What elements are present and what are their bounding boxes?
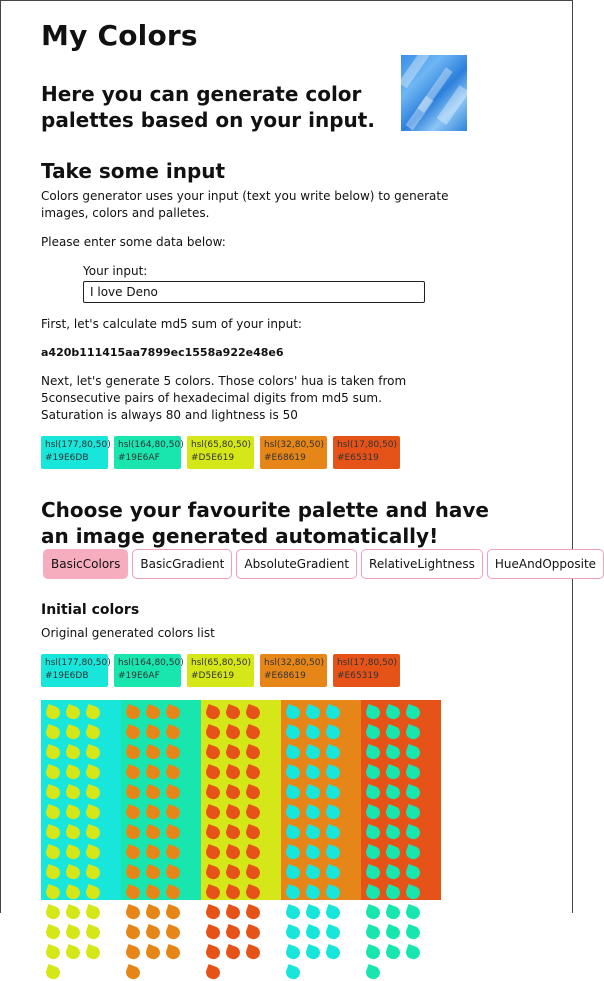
pattern-dot [144,724,162,741]
pattern-dot [124,784,142,801]
swatch-hex-label: #E65319 [337,453,379,463]
pattern-dot [244,804,262,821]
swatch-hsl-label: hsl(65,80,50) [191,440,251,450]
pattern-dot [224,924,242,941]
pattern-dot [164,944,182,961]
pattern-dot [44,804,62,821]
pattern-dot [244,924,262,941]
pattern-dot [404,904,422,921]
pattern-dot [84,904,102,921]
initial-color-swatch [187,654,254,687]
swatch-hsl-label: hsl(32,80,50) [264,440,324,450]
pattern-dot [304,704,322,721]
colors-intro: Next, let's generate 5 colors. Those colors' hua is taken from 5consecutive pairs of hexadecimal digits from md5 sum. Saturation is always 80 and lightness is 50 [41,374,407,422]
pattern-dot [364,804,382,821]
pattern-stripe [201,700,281,900]
pattern-dot [244,764,262,781]
pattern-dot [124,824,142,841]
pattern-dot [44,884,62,901]
tab-absolutegradient[interactable]: AbsoluteGradient [236,549,357,579]
swatch-hsl-label: hsl(177,80,50) [45,658,111,668]
pattern-dot [384,824,402,841]
pattern-dot [64,864,82,881]
pattern-dot [404,764,422,781]
pattern-dot [84,784,102,801]
pattern-dot [164,804,182,821]
pattern-dot [284,804,302,821]
pattern-dot [224,844,242,861]
swatch-hex-label: #19E6DB [45,453,89,463]
pattern-dot [44,924,62,941]
user-input-field[interactable] [83,281,425,303]
pattern-dot [144,804,162,821]
pattern-dot [64,704,82,721]
initial-color-swatch [114,654,184,687]
pattern-dot [64,924,82,941]
pattern-dot [84,804,102,821]
pattern-dot [404,744,422,761]
pattern-dot [244,884,262,901]
pattern-dot [144,944,162,961]
pattern-dot [204,744,222,761]
pattern-dot [304,744,322,761]
pattern-dot [284,724,302,741]
pattern-dot [404,824,422,841]
tab-hueandopposite[interactable]: HueAndOpposite [487,549,604,579]
pattern-dot [404,784,422,801]
pattern-dot [84,824,102,841]
pattern-dot [324,744,342,761]
pattern-dot [44,904,62,921]
pattern-dot [384,744,402,761]
pattern-dot [364,784,382,801]
pattern-dot [304,824,322,841]
pattern-dot [364,924,382,941]
pattern-dot [304,804,322,821]
pattern-dot [304,884,322,901]
pattern-dot [244,864,262,881]
pattern-stripe [121,700,201,900]
generated-color-swatch [333,436,400,469]
pattern-dot [364,844,382,861]
pattern-dot [204,964,222,981]
pattern-dot [164,844,182,861]
pattern-dot [144,864,162,881]
pattern-dot [404,704,422,721]
pattern-dot [84,844,102,861]
pattern-dot [244,784,262,801]
pattern-dot [284,844,302,861]
pattern-dot [384,864,402,881]
pattern-dot [284,884,302,901]
swatch-hsl-label: hsl(32,80,50) [264,658,324,668]
pattern-dot [404,864,422,881]
swatch-hsl-label: hsl(177,80,50) [45,440,111,450]
pattern-dot [404,924,422,941]
pattern-dot [364,964,382,981]
pattern-dot [144,784,162,801]
swatch-hsl-label: hsl(164,80,50) [118,658,184,668]
pattern-dot [404,724,422,741]
pattern-dot [204,884,222,901]
pattern-dot [384,724,402,741]
pattern-dot [164,704,182,721]
pattern-dot [324,944,342,961]
pattern-dot [124,764,142,781]
pattern-dot [324,924,342,941]
swatch-hex-label: #19E6AF [118,671,160,681]
pattern-dot [304,784,322,801]
pattern-dot [204,844,222,861]
pattern-dot [84,724,102,741]
pattern-dot [304,924,322,941]
pattern-dot [224,784,242,801]
palette-section-heading: Choose your favourite palette and have an image generated automatically! [41,498,489,548]
pattern-dot [384,764,402,781]
initial-color-swatch [41,654,111,687]
pattern-dot [144,844,162,861]
pattern-dot [204,724,222,741]
pattern-dot [224,824,242,841]
pattern-dot [224,744,242,761]
pattern-dot [284,704,302,721]
pattern-dot [64,824,82,841]
pattern-dot [224,944,242,961]
swatch-hex-label: #D5E619 [191,453,235,463]
pattern-dot [364,764,382,781]
pattern-dot [284,964,302,981]
pattern-dot [244,744,262,761]
pattern-dot [204,944,222,961]
pattern-dot [124,904,142,921]
pattern-dot [64,844,82,861]
pattern-dot [384,924,402,941]
pattern-stripe [281,700,361,900]
pattern-dot [284,764,302,781]
swatch-hex-label: #19E6AF [118,453,160,463]
pattern-dot [44,844,62,861]
pattern-dot [144,884,162,901]
pattern-dot [384,784,402,801]
generated-color-swatch [41,436,111,469]
pattern-dot [84,884,102,901]
pattern-dot [244,824,262,841]
initial-colors-list [41,654,400,687]
pattern-dot [204,864,222,881]
pattern-dot [144,704,162,721]
tab-relativelightness[interactable]: RelativeLightness [361,549,483,579]
pattern-dot [324,704,342,721]
pattern-dot [364,884,382,901]
pattern-dot [364,744,382,761]
pattern-dot [124,844,142,861]
pattern-dot [124,964,142,981]
pattern-dot [64,884,82,901]
pattern-dot [244,904,262,921]
pattern-dot [384,804,402,821]
pattern-dot [164,864,182,881]
page-title: My Colors [41,19,198,52]
pattern-dot [64,804,82,821]
pattern-dot [304,904,322,921]
pattern-dot [304,944,322,961]
pattern-dot [204,784,222,801]
pattern-dot [164,824,182,841]
pattern-dot [124,744,142,761]
pattern-dot [224,864,242,881]
pattern-dot [64,724,82,741]
pattern-dot [204,904,222,921]
md5-value: a420b111415aa7899ec1558a922e48e6 [41,346,284,359]
pattern-dot [284,824,302,841]
pattern-dot [44,784,62,801]
pattern-dot [144,764,162,781]
swatch-hex-label: #19E6DB [45,671,89,681]
pattern-dot [204,804,222,821]
pattern-dot [44,704,62,721]
pattern-dot [324,764,342,781]
pattern-dot [64,784,82,801]
pattern-dot [84,764,102,781]
pattern-dot [364,704,382,721]
pattern-dot [324,724,342,741]
hero-image [401,55,467,131]
pattern-dot [124,924,142,941]
md5-intro: First, let's calculate md5 sum of your input: [41,317,302,331]
pattern-dot [384,704,402,721]
pattern-dot [384,884,402,901]
pattern-dot [384,944,402,961]
pattern-dot [404,884,422,901]
pattern-dot [324,884,342,901]
pattern-dot [324,824,342,841]
generated-pattern-image [41,700,441,900]
pattern-dot [144,824,162,841]
pattern-dot [84,704,102,721]
pattern-dot [364,724,382,741]
generated-color-swatch [260,436,327,469]
generated-color-swatch [187,436,254,469]
pattern-dot [404,804,422,821]
pattern-dot [84,864,102,881]
initial-colors-description: Original generated colors list [41,626,215,640]
pattern-dot [224,724,242,741]
generated-colors-list [41,436,400,469]
pattern-dot [64,744,82,761]
pattern-dot [204,924,222,941]
pattern-dot [164,904,182,921]
pattern-dot [324,844,342,861]
input-label: Your input: [83,264,148,278]
pattern-dot [164,724,182,741]
swatch-hex-label: #E65319 [337,671,379,681]
pattern-dot [284,924,302,941]
pattern-dot [124,804,142,821]
pattern-dot [44,764,62,781]
pattern-dot [364,944,382,961]
pattern-dot [284,904,302,921]
pattern-dot [84,944,102,961]
pattern-dot [224,904,242,921]
initial-colors-heading: Initial colors [41,602,140,618]
swatch-hex-label: #E68619 [264,671,306,681]
swatch-hsl-label: hsl(17,80,50) [337,658,397,668]
pattern-stripe [361,700,441,900]
palette-tabs [43,549,604,579]
pattern-dot [304,864,322,881]
pattern-dot [44,864,62,881]
swatch-hex-label: #E68619 [264,453,306,463]
pattern-dot [284,864,302,881]
pattern-dot [64,764,82,781]
pattern-dot [84,924,102,941]
pattern-dot [204,764,222,781]
pattern-dot [224,884,242,901]
pattern-dot [124,704,142,721]
pattern-dot [244,704,262,721]
pattern-dot [144,924,162,941]
pattern-dot [164,884,182,901]
pattern-dot [364,864,382,881]
pattern-dot [44,944,62,961]
pattern-dot [304,844,322,861]
pattern-dot [44,744,62,761]
pattern-dot [124,864,142,881]
pattern-dot [84,744,102,761]
pattern-dot [284,944,302,961]
pattern-dot [144,904,162,921]
pattern-dot [404,944,422,961]
pattern-dot [44,824,62,841]
initial-color-swatch [260,654,327,687]
pattern-dot [304,724,322,741]
pattern-dot [124,884,142,901]
pattern-dot [244,944,262,961]
pattern-dot [164,784,182,801]
pattern-dot [224,704,242,721]
pattern-dot [404,844,422,861]
pattern-dot [224,764,242,781]
swatch-hsl-label: hsl(17,80,50) [337,440,397,450]
tab-basiccolors[interactable]: BasicColors [43,549,128,579]
pattern-dot [44,724,62,741]
pattern-dot [44,964,62,981]
pattern-dot [224,804,242,821]
pattern-dot [124,724,142,741]
pattern-dot [164,764,182,781]
swatch-hsl-label: hsl(164,80,50) [118,440,184,450]
hero-heading: Here you can generate color palettes based on your input. [41,82,375,132]
pattern-dot [204,704,222,721]
pattern-dot [164,744,182,761]
pattern-dot [384,844,402,861]
pattern-dot [324,904,342,921]
pattern-dot [64,944,82,961]
pattern-dot [364,904,382,921]
swatch-hsl-label: hsl(65,80,50) [191,658,251,668]
pattern-dot [64,904,82,921]
generated-color-swatch [114,436,184,469]
pattern-dot [244,724,262,741]
pattern-dot [284,784,302,801]
input-section-description: Colors generator uses your input (text you write below) to generate images, colors and palletes. [41,189,449,220]
pattern-dot [124,944,142,961]
pattern-dot [324,804,342,821]
initial-color-swatch [333,654,400,687]
pattern-dot [324,864,342,881]
pattern-dot [244,844,262,861]
pattern-stripe [41,700,121,900]
swatch-hex-label: #D5E619 [191,671,235,681]
pattern-dot [304,764,322,781]
pattern-dot [324,784,342,801]
pattern-dot [384,904,402,921]
pattern-dot [204,824,222,841]
pattern-dot [364,824,382,841]
pattern-dot [284,744,302,761]
pattern-dot [164,924,182,941]
input-prompt: Please enter some data below: [41,235,226,249]
input-section-heading: Take some input [41,159,226,183]
pattern-dot [144,744,162,761]
tab-basicgradient[interactable]: BasicGradient [132,549,232,579]
